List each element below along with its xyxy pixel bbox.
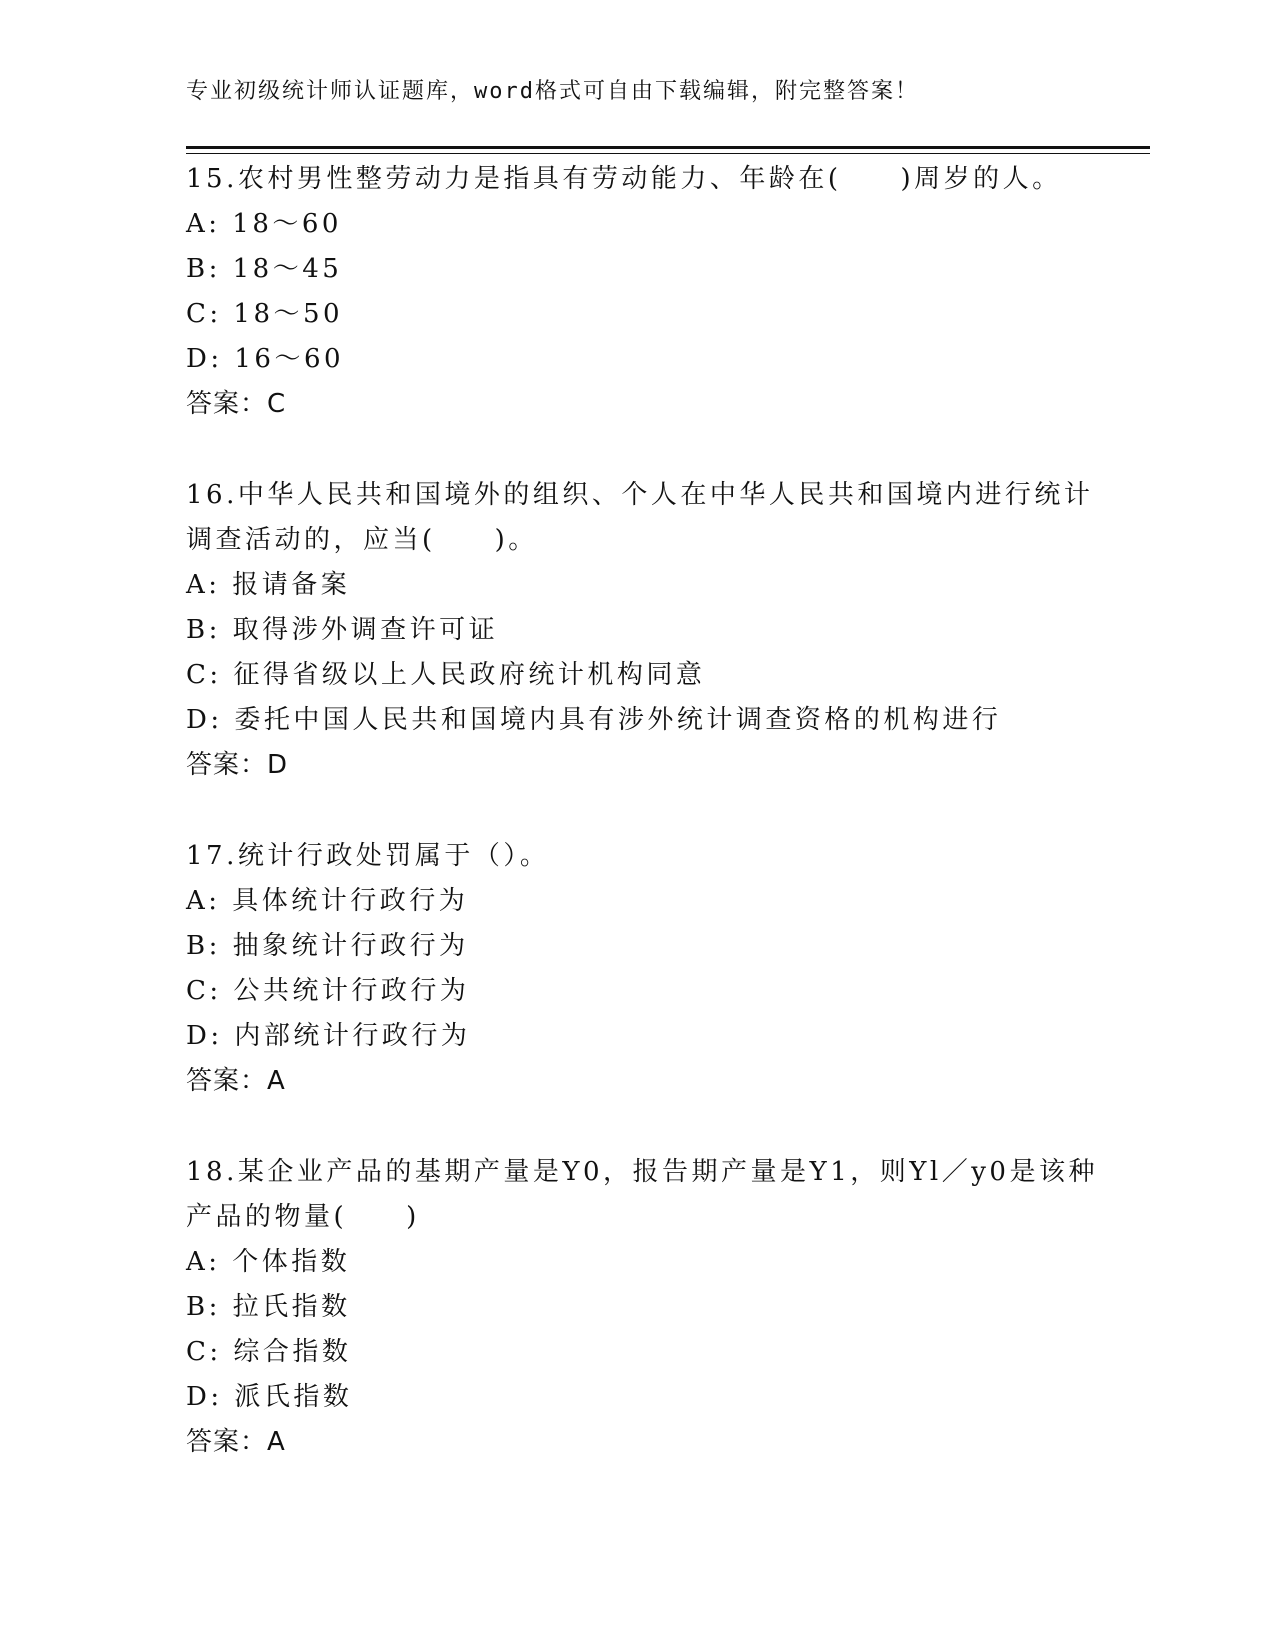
- option-b: B: 18～45: [186, 254, 343, 284]
- option-b: B: 抽象统计行政行为: [186, 931, 469, 961]
- header-rule-thin: [186, 153, 1150, 154]
- answer-label: 答案：A: [186, 1066, 286, 1096]
- question-stem: 15.农村男性整劳动力是指具有劳动能力、年龄在( )周岁的人。: [186, 164, 1062, 194]
- question-stem-continued: 调查活动的，应当( )。: [186, 525, 538, 555]
- answer-label: 答案：A: [186, 1427, 286, 1457]
- answer-label: 答案：C: [186, 389, 287, 419]
- option-d: D: 派氏指数: [186, 1382, 353, 1412]
- question-stem: 17.统计行政处罚属于（）。: [186, 841, 550, 871]
- option-a: A: 18～60: [186, 209, 342, 239]
- page-header: 专业初级统计师认证题库，word格式可自由下载编辑，附完整答案！: [186, 79, 919, 104]
- option-c: C: 公共统计行政行为: [186, 976, 470, 1006]
- option-b: B: 拉氏指数: [186, 1292, 351, 1322]
- question-17: [186, 834, 1086, 1104]
- question-stem-continued: 产品的物量( ): [186, 1202, 420, 1232]
- option-d: D: 内部统计行政行为: [186, 1021, 471, 1051]
- header-rule-thick: [186, 146, 1150, 149]
- question-15: [186, 157, 1086, 427]
- option-c: C: 18～50: [186, 299, 344, 329]
- option-d: D: 委托中国人民共和国境内具有涉外统计调查资格的机构进行: [186, 705, 1002, 735]
- option-a: A: 个体指数: [186, 1247, 351, 1277]
- option-a: A: 具体统计行政行为: [186, 886, 469, 916]
- question-stem: 16.中华人民共和国境外的组织、个人在中华人民共和国境内进行统计: [186, 480, 1094, 510]
- question-list: [186, 157, 1098, 1511]
- option-c: C: 征得省级以上人民政府统计机构同意: [186, 660, 706, 690]
- question-16: [186, 473, 1094, 788]
- option-b: B: 取得涉外调查许可证: [186, 615, 499, 645]
- question-stem: 18.某企业产品的基期产量是Y0，报告期产量是Y1，则Yl／y0是该种: [186, 1157, 1098, 1187]
- answer-label: 答案：D: [186, 750, 289, 780]
- option-a: A: 报请备案: [186, 570, 351, 600]
- option-d: D: 16～60: [186, 344, 345, 374]
- question-18: [186, 1150, 1098, 1465]
- option-c: C: 综合指数: [186, 1337, 352, 1367]
